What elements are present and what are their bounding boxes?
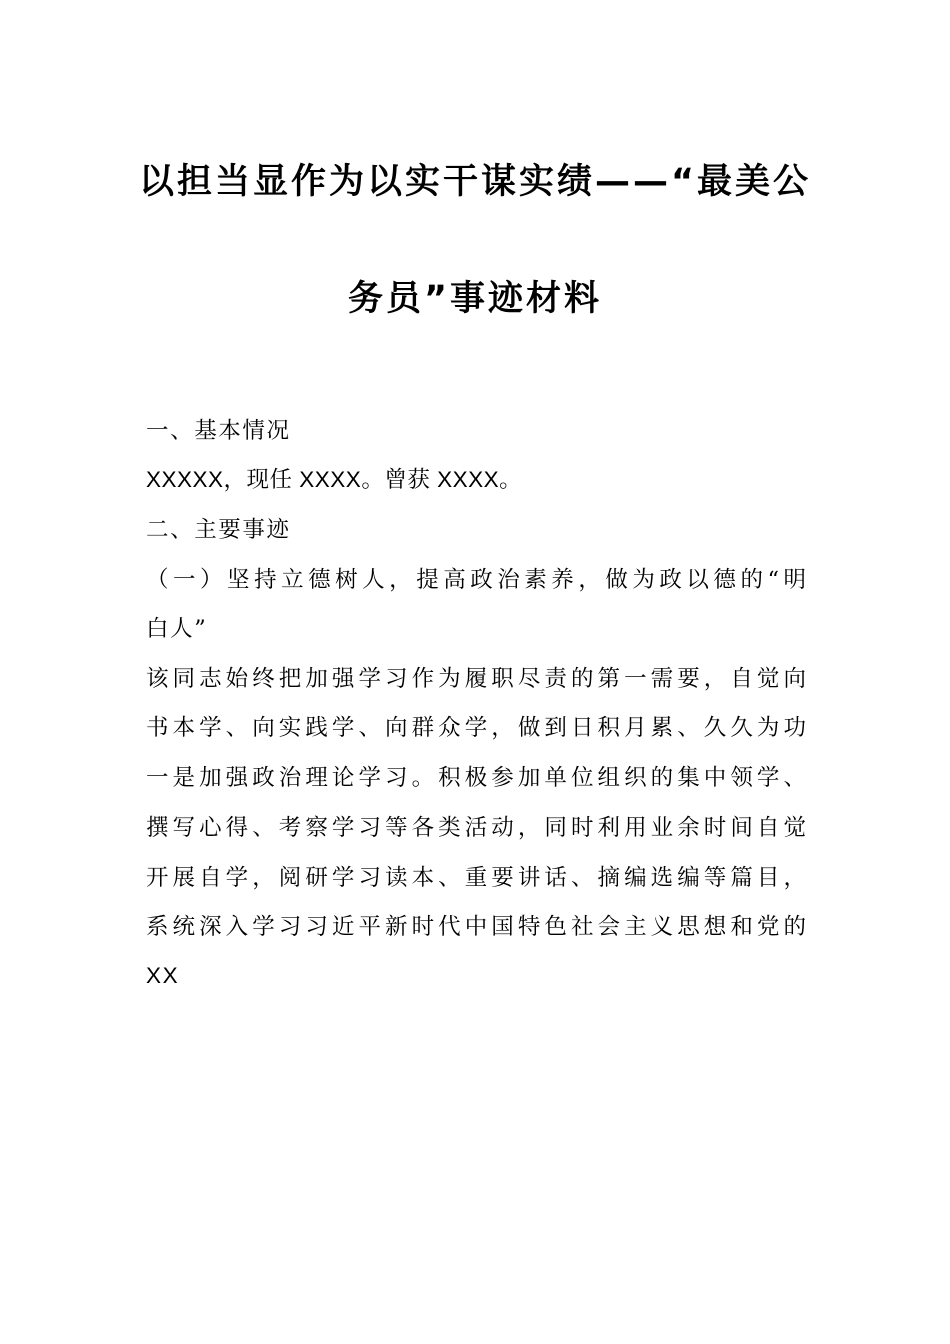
paragraph-line: 撰写心得、考察学习等各类活动，同时利用业余时间自觉 (146, 815, 806, 841)
section-heading-basic-info: 一、基本情况 (146, 418, 291, 444)
basic-info-text: XXXXX，现任 XXXX。曾获 XXXX。 (146, 467, 523, 492)
document-title-line-2: 务员”事迹材料 (347, 279, 602, 319)
section-heading-main-deeds: 二、主要事迹 (146, 517, 291, 543)
paragraph-line: XX (146, 963, 180, 988)
paragraph-line: 一是加强政治理论学习。积极参加单位组织的集中领学、 (146, 765, 806, 791)
subheading-line-1: （一）坚持立德树人，提高政治素养，做为政以德的“明 (146, 567, 806, 593)
paragraph-line: 开展自学，阅研学习读本、重要讲话、摘编选编等篇目， (146, 865, 806, 891)
paragraph-line: 书本学、向实践学、向群众学，做到日积月累、久久为功 (146, 715, 806, 741)
paragraph-line: 该同志始终把加强学习作为履职尽责的第一需要，自觉向 (146, 666, 806, 692)
subheading-line-2: 白人” (146, 616, 208, 642)
document-title-line-1: 以担当显作为以实干谋实绩——“最美公 (138, 162, 811, 202)
paragraph-line: 系统深入学习习近平新时代中国特色社会主义思想和党的 (146, 914, 806, 940)
